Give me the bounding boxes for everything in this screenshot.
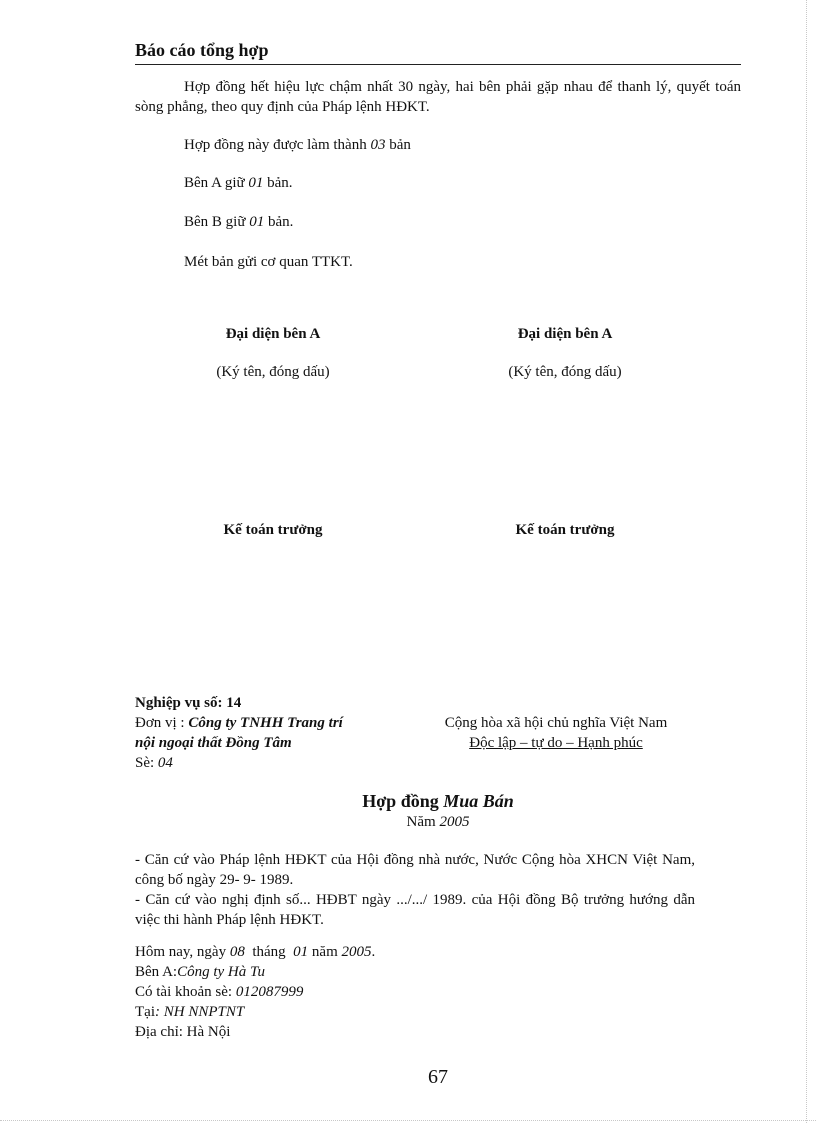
bank-value: : NH NNPTNT [155,1004,245,1020]
signature-left-title: Đại diện bên A [225,326,321,342]
national-motto: Độc lập – tự do – Hạnh phúc [469,735,643,751]
unit-name-line1: Công ty TNHH Trang trí [188,715,343,731]
unit-line-1 [135,715,343,732]
contract-date-part2: tháng [244,944,294,960]
legal-basis-2: - Căn cứ vào nghị định số... HĐBT ngày .../.../ 1989. của Hội đồng Bộ trưởng hướng dẫn việc thi hành Pháp lệnh HĐKT. [135,892,695,928]
copies-prefix: Hợp đồng này được làm thành [184,137,371,153]
copies-suffix: bản [385,137,411,153]
contract-year [135,814,741,831]
legal-basis-1: - Căn cứ vào Pháp lệnh HĐKT của Hội đồng nhà nước, Nước Cộng hòa XHCN Việt Nam, công bố ngày 29- 9- 1989. [135,852,695,888]
party-b-copies-line [184,214,293,231]
contract-date-line [135,944,375,961]
contract-date-part1: Hôm nay, ngày [135,944,230,960]
page-number: 67 [428,1066,448,1088]
party-b-copies-prefix: Bên B giữ [184,214,250,230]
bank-prefix: Tại [135,1004,155,1020]
document-number-prefix: Sè: [135,755,158,771]
signature-right-note: (Ký tên, đóng dấu) [508,364,622,380]
contract-date-year: 2005 [341,944,372,960]
party-a-line [135,964,265,981]
account-value: 012087999 [235,984,304,1000]
party-b-copies-suffix: bản. [264,214,294,230]
agency-copy-line: Mét bản gửi cơ quan TTKT. [184,254,353,270]
contract-year-prefix: Năm [406,814,440,830]
republic-name: Cộng hòa xã hội chủ nghĩa Việt Nam [444,715,668,731]
transaction-number: Nghiệp vụ số: 14 [135,695,242,711]
party-b-copies-number: 01 [249,214,265,230]
page-edge-bottom [0,1120,816,1121]
page-edge-right [806,0,807,1123]
address-prefix: Địa chỉ: [135,1024,187,1040]
header-rule [135,64,741,65]
contract-date-month: 01 [293,944,309,960]
report-header: Báo cáo tổng hợp [135,40,269,60]
document-number-line [135,755,173,772]
contract-title [135,791,741,812]
party-a-copies-line [184,175,293,192]
contract-date-part3: năm [308,944,342,960]
contract-title-italic: Mua Bán [443,791,514,811]
contract-title-plain: Hợp đồng [362,791,444,811]
accountant-left-title: Kế toán trưởng [223,522,323,538]
document-number-value: 04 [157,755,173,771]
bank-line [135,1004,244,1021]
address-line [135,1024,230,1041]
party-a-name: Công ty Hà Tu [177,964,266,980]
contract-date-day: 08 [229,944,245,960]
address-value: Hà Nội [186,1024,231,1040]
account-line [135,984,303,1001]
unit-prefix: Đơn vị : [135,715,189,731]
unit-name-line2: nội ngoại thất Đồng Tâm [135,735,292,751]
party-a-prefix: Bên A: [135,964,178,980]
copies-number: 03 [370,137,386,153]
account-prefix: Có tài khoản sè: [135,984,236,1000]
party-a-copies-prefix: Bên A giữ [184,175,249,191]
party-a-copies-suffix: bản. [263,175,293,191]
signature-right-title: Đại diện bên A [517,326,613,342]
contract-date-part4: . [371,944,376,960]
copies-line [184,137,411,154]
contract-year-value: 2005 [439,814,470,830]
accountant-right-title: Kế toán trưởng [515,522,615,538]
party-a-copies-number: 01 [248,175,264,191]
signature-left-note: (Ký tên, đóng dấu) [216,364,330,380]
liquidation-paragraph: Hợp đồng hết hiệu lực chậm nhất 30 ngày, hai bên phải gặp nhau để thanh lý, quyết toán sòng phẳng, theo quy định của Pháp lệnh HĐKT. [135,79,741,115]
